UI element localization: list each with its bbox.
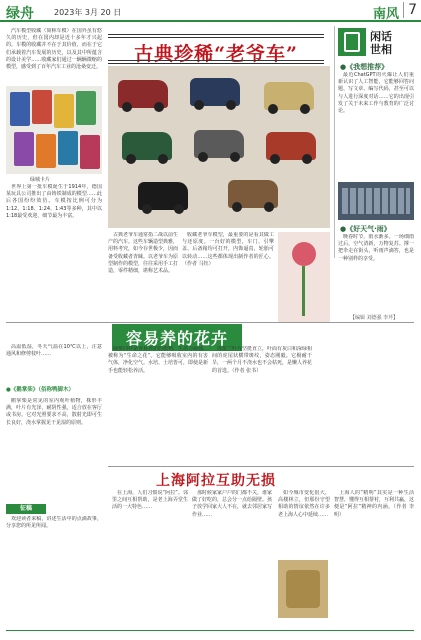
pen-icon (344, 32, 360, 52)
article2-col3: 绿萝同样是容易养护的植物，生命力顽强，被称为“生命之花”。它能够吸收室内的有害气体，净化空气。水培、土培皆可，即使是新手也能轻松养活。 (108, 346, 208, 374)
page-number: 7 (403, 2, 417, 18)
right-col-text: 最近ChatGPT的火爆让人们重新认识了人工智能，它能够回答问题、写文章、编写代码，甚至可以与人进行深度对话……它的出现引发了关于未来工作与教育的广泛讨论。 (338, 72, 414, 115)
editor-tag: 征稿 (6, 504, 46, 514)
article3-headline: 上海阿拉互助无损 (156, 473, 276, 489)
article2-subhead: ●《鹅掌柴》（俗称鸭脚木） (6, 387, 75, 393)
rubric-title: 闲话 世相 (370, 30, 392, 56)
headline-rule-top (108, 34, 324, 38)
article3-col2: 那时候家家户户的门都不关，谁家做了好吃的，总会分一点给隔壁。孩子放学回家大人不在，就去邻居家写作业…… (192, 490, 272, 518)
article3-col3: 如今城市变化很大，高楼林立，但那份守望相助的情谊依然在许多老上海人心中延续…… (278, 490, 330, 518)
article3-col1: 在上海，人们习惯说“阿拉”。邻里之间互相帮助，是老上海弄堂生活的一大特色…… (112, 490, 188, 511)
right-section-head: ●《我想推荐》 (340, 63, 389, 71)
headline-rule-bottom (108, 60, 324, 64)
masthead (0, 0, 421, 22)
article2-col1: 高温低湿，冬天气温在10℃以上，注意通风和修剪枝叶…… (6, 344, 102, 358)
call-for-submissions (6, 504, 102, 544)
rubric-logo (338, 28, 366, 56)
article2-headline: 容易养的花卉 (112, 324, 242, 351)
trading-cards-image (6, 86, 102, 174)
cards-caption: 绿城卡片 (30, 177, 51, 183)
right-col2-text: 晚春时节，雨水渐多。一场细雨过后，空气清新，万物复苏。撑一把伞走在街头，听雨声滴答，也是一种别样的享受。 (338, 234, 414, 262)
keyboard-image (338, 182, 414, 220)
footer-rule (6, 630, 414, 631)
vintage-cars-image (108, 66, 330, 228)
paper-name: 绿舟 (6, 6, 34, 22)
article2-col2: 鹅掌柴是常见的室内观叶植物，株形丰满，叶片有光泽，耐阴性强，适合放在客厅或书房。它对光照要求不高，散射光即可生长良好，浇水掌握见干见湿的原则。 (6, 398, 102, 426)
shanghai-photo (278, 560, 328, 618)
article2-col4: 虎皮兰叶片坚挺直立，叶面有灰白和深绿相间的虎尾状横带斑纹，姿态刚毅。它极耐干旱，一两个月不浇水也不会枯死，是懒人养花的首选。（作者 张书） (212, 346, 312, 374)
article1-col4: 收藏老爷车模型，最重要的是看其做工与还原度。一台好的模型，车门、引擎盖、后备箱均可打开，内饰逼真，轮胎可以转动……这些都体现出制作者的匠心。（作者 马钰） (182, 232, 274, 267)
flower-image (278, 232, 330, 322)
article3-col4: 上海人的“精明”其实是一种生活智慧，懂得互相帮衬，互利共赢，这便是“阿拉”精神的内涵。（作者 李明） (334, 490, 414, 518)
section-divider-1 (6, 322, 414, 323)
article1-col2: 世界上第一批车模诞生于1914年，德国某玩具公司推出了由铸铁制成的模型……此后各国纷纷效仿。车模按比例可分为1:12、1:18、1:24、1:43等多种，其中以1:18最受欢迎，细节最为丰富。 (6, 184, 102, 219)
article1-headline: 古典珍稀“老爷车” (134, 43, 298, 65)
article1-col3: 古典老爷车通常指二战以前生产的汽车。这些车辆造型典雅，用料考究，如今存世极少，因而备受收藏者青睐。以老爷车为原型制作的模型，往往采用手工打造，零件精细，堪称艺术品。 (108, 232, 178, 275)
right-section2-head: ●《好天气·雨》 (340, 225, 391, 233)
section-name: 南风 (372, 7, 399, 22)
section-divider-2 (108, 466, 414, 467)
article1-col1: 汽车模型收藏（简称车模）在国外虽有悠久的历史，但在国内却是近十多年才兴起的。车模的收藏并不在于其价值，而在于它们承载着汽车发展的历史，以及其中所蕴含的设计美学……收藏家们通过一辆辆微缩的模型，感受到了百年汽车工业的沧桑变迁。 (6, 28, 102, 71)
editor-text: 欢迎读者来稿，讲述生活中的点滴故事，分享您的所见所闻。 (6, 516, 102, 530)
issue-date: 2023年 3月 20 日 (54, 8, 122, 17)
column-divider (334, 26, 335, 258)
column-rubric (338, 28, 414, 58)
editor-credit: 【编辑 刘德强 李芹】 (350, 315, 399, 321)
